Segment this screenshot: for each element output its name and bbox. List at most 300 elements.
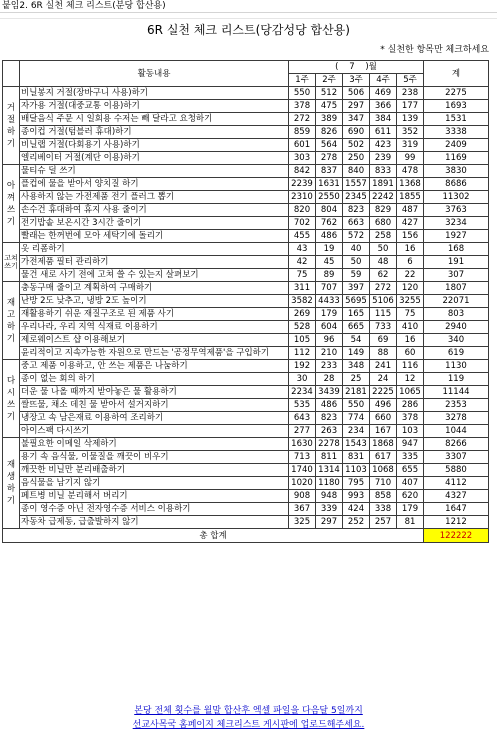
week-4-cell[interactable]: 115: [370, 308, 397, 321]
week-5-cell[interactable]: 1855: [397, 191, 424, 204]
week-1-cell[interactable]: 820: [289, 204, 316, 217]
week-1-cell[interactable]: 192: [289, 360, 316, 373]
footnote-line-1: 본당 전체 횟수를 월말 합산후 엑셀 파일을 다음달 5일까지: [134, 706, 363, 716]
week-3-cell[interactable]: 550: [343, 399, 370, 412]
week-4-cell[interactable]: 338: [370, 503, 397, 516]
week-1-cell[interactable]: 1740: [289, 464, 316, 477]
row-total-cell[interactable]: 1647: [424, 503, 489, 516]
activity-cell[interactable]: 가전제품 필터 관리하기: [20, 256, 289, 269]
week-2-cell[interactable]: 804: [316, 204, 343, 217]
row-total-cell[interactable]: 22071: [424, 295, 489, 308]
grand-total-value[interactable]: 122222: [424, 529, 489, 543]
row-total-cell[interactable]: 619: [424, 347, 489, 360]
week-5-cell[interactable]: 3255: [397, 295, 424, 308]
header-week-2: 2주: [316, 74, 343, 87]
week-2-cell[interactable]: 96: [316, 334, 343, 347]
week-1-cell[interactable]: 643: [289, 412, 316, 425]
row-total-cell[interactable]: 1169: [424, 152, 489, 165]
row-total-cell[interactable]: 1212: [424, 516, 489, 529]
week-1-cell[interactable]: 367: [289, 503, 316, 516]
activity-cell[interactable]: 전기밥솥 보온시간 3시간 줄이기: [20, 217, 289, 230]
activity-cell[interactable]: 재활용하기 쉬운 재질구조로 된 제품 사기: [20, 308, 289, 321]
header-week-5: 5주: [397, 74, 424, 87]
activity-cell[interactable]: 음식물을 남기지 않기: [20, 477, 289, 490]
week-1-cell[interactable]: 325: [289, 516, 316, 529]
row-total-cell[interactable]: 11144: [424, 386, 489, 399]
table-row: [3, 347, 489, 360]
week-2-cell[interactable]: 486: [316, 399, 343, 412]
week-1-cell[interactable]: 42: [289, 256, 316, 269]
row-total-cell[interactable]: 168: [424, 243, 489, 256]
activity-cell[interactable]: 불필요한 이메일 삭제하기: [20, 438, 289, 451]
week-5-cell[interactable]: 12: [397, 373, 424, 386]
week-4-cell[interactable]: 833: [370, 165, 397, 178]
table-row: [3, 334, 489, 347]
activity-cell[interactable]: 종이 영수증 아닌 전자영수증 서비스 이용하기: [20, 503, 289, 516]
activity-cell[interactable]: 난방 2도 낮추고, 냉방 2도 높이기: [20, 295, 289, 308]
week-3-cell[interactable]: 572: [343, 230, 370, 243]
week-4-cell[interactable]: 733: [370, 321, 397, 334]
week-5-cell[interactable]: 620: [397, 490, 424, 503]
week-5-cell[interactable]: 16: [397, 334, 424, 347]
week-2-cell[interactable]: 762: [316, 217, 343, 230]
table-row: [3, 165, 489, 178]
header-category-cell: [3, 61, 20, 87]
table-row: [3, 321, 489, 334]
category-label[interactable]: 다시쓰기: [3, 360, 20, 438]
week-5-cell[interactable]: 75: [397, 308, 424, 321]
row-total-cell[interactable]: 340: [424, 334, 489, 347]
spreadsheet-top-cell[interactable]: 붙임2. 6R 실천 체크 리스트(분당 합산용): [0, 0, 497, 13]
week-1-cell[interactable]: 535: [289, 399, 316, 412]
activity-cell[interactable]: 물티슈 덜 쓰기: [20, 165, 289, 178]
row-total-cell[interactable]: 1130: [424, 360, 489, 373]
week-4-cell[interactable]: 241: [370, 360, 397, 373]
week-1-cell[interactable]: 550: [289, 87, 316, 100]
week-5-cell[interactable]: 947: [397, 438, 424, 451]
week-3-cell[interactable]: 502: [343, 139, 370, 152]
week-1-cell[interactable]: 3582: [289, 295, 316, 308]
activity-cell[interactable]: 자가용 거절(대중교통 이용)하기: [20, 100, 289, 113]
week-5-cell[interactable]: 6: [397, 256, 424, 269]
category-label[interactable]: 거절하기: [3, 87, 20, 165]
week-2-cell[interactable]: 210: [316, 347, 343, 360]
header-week-4: 4주: [370, 74, 397, 87]
week-2-cell[interactable]: 389: [316, 113, 343, 126]
activity-cell[interactable]: 더운 물 나올 때까지 받아놓은 물 활용하기: [20, 386, 289, 399]
week-5-cell[interactable]: 139: [397, 113, 424, 126]
week-3-cell[interactable]: 2345: [343, 191, 370, 204]
table-row: [3, 217, 489, 230]
week-4-cell[interactable]: 167: [370, 425, 397, 438]
week-4-cell[interactable]: 257: [370, 516, 397, 529]
activity-cell[interactable]: 옷 리폼하기: [20, 243, 289, 256]
week-5-cell[interactable]: 286: [397, 399, 424, 412]
footnote: [0, 704, 497, 732]
week-2-cell[interactable]: 339: [316, 503, 343, 516]
week-3-cell[interactable]: 348: [343, 360, 370, 373]
week-4-cell[interactable]: 1868: [370, 438, 397, 451]
row-total-cell[interactable]: 2940: [424, 321, 489, 334]
week-2-cell[interactable]: 1631: [316, 178, 343, 191]
week-4-cell[interactable]: 258: [370, 230, 397, 243]
table-row: [3, 373, 489, 386]
week-3-cell[interactable]: 1557: [343, 178, 370, 191]
row-total-cell[interactable]: 1927: [424, 230, 489, 243]
week-1-cell[interactable]: 842: [289, 165, 316, 178]
week-2-cell[interactable]: 45: [316, 256, 343, 269]
week-2-cell[interactable]: 3439: [316, 386, 343, 399]
table-row: [3, 256, 489, 269]
table-row: [3, 477, 489, 490]
week-3-cell[interactable]: 506: [343, 87, 370, 100]
week-2-cell[interactable]: 2550: [316, 191, 343, 204]
header-activity: 활동내용: [20, 61, 289, 87]
table-row: [3, 204, 489, 217]
table-row: [3, 360, 489, 373]
table-row: [3, 100, 489, 113]
week-4-cell[interactable]: 680: [370, 217, 397, 230]
week-4-cell[interactable]: 829: [370, 204, 397, 217]
week-3-cell[interactable]: 840: [343, 165, 370, 178]
activity-cell[interactable]: 종이컵 거절(텀블러 휴대)하기: [20, 126, 289, 139]
week-4-cell[interactable]: 496: [370, 399, 397, 412]
week-3-cell[interactable]: 54: [343, 334, 370, 347]
week-2-cell[interactable]: 2278: [316, 438, 343, 451]
week-1-cell[interactable]: 272: [289, 113, 316, 126]
week-4-cell[interactable]: 2225: [370, 386, 397, 399]
week-4-cell[interactable]: 366: [370, 100, 397, 113]
activity-cell[interactable]: 손수건 휴대하여 휴지 사용 줄이기: [20, 204, 289, 217]
week-2-cell[interactable]: 179: [316, 308, 343, 321]
week-3-cell[interactable]: 5695: [343, 295, 370, 308]
week-4-cell[interactable]: 62: [370, 269, 397, 282]
week-2-cell[interactable]: 707: [316, 282, 343, 295]
week-5-cell[interactable]: 1368: [397, 178, 424, 191]
week-2-cell[interactable]: 28: [316, 373, 343, 386]
week-2-cell[interactable]: 811: [316, 451, 343, 464]
category-label[interactable]: 아껴쓰기: [3, 165, 20, 243]
week-3-cell[interactable]: 2181: [343, 386, 370, 399]
week-1-cell[interactable]: 908: [289, 490, 316, 503]
row-total-cell[interactable]: 1807: [424, 282, 489, 295]
row-total-cell[interactable]: 307: [424, 269, 489, 282]
week-2-cell[interactable]: 837: [316, 165, 343, 178]
row-total-cell[interactable]: 191: [424, 256, 489, 269]
week-1-cell[interactable]: 601: [289, 139, 316, 152]
week-5-cell[interactable]: 655: [397, 464, 424, 477]
table-row: [3, 113, 489, 126]
week-5-cell[interactable]: 487: [397, 204, 424, 217]
week-2-cell[interactable]: 512: [316, 87, 343, 100]
instruction-note: * 실천한 항목만 체크하세요: [380, 45, 489, 55]
table-row: [3, 308, 489, 321]
week-4-cell[interactable]: 617: [370, 451, 397, 464]
week-4-cell[interactable]: 48: [370, 256, 397, 269]
week-5-cell[interactable]: 352: [397, 126, 424, 139]
week-1-cell[interactable]: 859: [289, 126, 316, 139]
week-5-cell[interactable]: 1065: [397, 386, 424, 399]
activity-cell[interactable]: 배달음식 주문 시 일회용 수저는 빼 달라고 요청하기: [20, 113, 289, 126]
table-row: [3, 178, 489, 191]
week-3-cell[interactable]: 993: [343, 490, 370, 503]
week-4-cell[interactable]: 1891: [370, 178, 397, 191]
table-row: [3, 152, 489, 165]
week-3-cell[interactable]: 831: [343, 451, 370, 464]
week-4-cell[interactable]: 710: [370, 477, 397, 490]
table-row: [3, 490, 489, 503]
week-1-cell[interactable]: 2310: [289, 191, 316, 204]
week-4-cell[interactable]: 24: [370, 373, 397, 386]
week-5-cell[interactable]: 478: [397, 165, 424, 178]
week-2-cell[interactable]: 826: [316, 126, 343, 139]
row-total-cell[interactable]: 119: [424, 373, 489, 386]
footnote-line-2: 선교사목국 홈페이지 체크리스트 게시판에 업로드해주세요.: [132, 720, 365, 730]
week-4-cell[interactable]: 239: [370, 152, 397, 165]
week-5-cell[interactable]: 179: [397, 503, 424, 516]
week-3-cell[interactable]: 59: [343, 269, 370, 282]
category-label[interactable]: 재생하기: [3, 438, 20, 529]
week-4-cell[interactable]: 5106: [370, 295, 397, 308]
table-row: [3, 516, 489, 529]
table-row: [3, 87, 489, 100]
table-row: [3, 451, 489, 464]
table-row: [3, 139, 489, 152]
week-1-cell[interactable]: 277: [289, 425, 316, 438]
week-5-cell[interactable]: 99: [397, 152, 424, 165]
activity-cell[interactable]: 비닐랩 거절(다회용기 사용)하기: [20, 139, 289, 152]
table-row: [3, 464, 489, 477]
week-2-cell[interactable]: 486: [316, 230, 343, 243]
week-4-cell[interactable]: 469: [370, 87, 397, 100]
week-3-cell[interactable]: 1543: [343, 438, 370, 451]
table-row: [3, 191, 489, 204]
week-1-cell[interactable]: 1630: [289, 438, 316, 451]
category-label[interactable]: 재고하기: [3, 282, 20, 360]
week-1-cell[interactable]: 1020: [289, 477, 316, 490]
week-5-cell[interactable]: 22: [397, 269, 424, 282]
week-3-cell[interactable]: 25: [343, 373, 370, 386]
table-row: [3, 399, 489, 412]
activity-cell[interactable]: 윤리적이고 지속가능한 자원으로 만드는 '공정무역제품'을 구입하기: [20, 347, 289, 360]
week-1-cell[interactable]: 2239: [289, 178, 316, 191]
week-4-cell[interactable]: 69: [370, 334, 397, 347]
week-5-cell[interactable]: 410: [397, 321, 424, 334]
week-1-cell[interactable]: 2234: [289, 386, 316, 399]
activity-cell[interactable]: 플컵에 물을 받아서 양치질 하기: [20, 178, 289, 191]
row-total-cell[interactable]: 2275: [424, 87, 489, 100]
checklist-body: [3, 87, 489, 529]
table-row: [3, 126, 489, 139]
header-week-3: 3주: [343, 74, 370, 87]
week-1-cell[interactable]: 105: [289, 334, 316, 347]
week-3-cell[interactable]: 165: [343, 308, 370, 321]
row-total-cell[interactable]: 2409: [424, 139, 489, 152]
week-1-cell[interactable]: 43: [289, 243, 316, 256]
week-2-cell[interactable]: 564: [316, 139, 343, 152]
row-total-cell[interactable]: 1693: [424, 100, 489, 113]
week-3-cell[interactable]: 823: [343, 204, 370, 217]
week-4-cell[interactable]: 272: [370, 282, 397, 295]
table-row: [3, 386, 489, 399]
page-title: 6R 실천 체크 리스트(당감성당 합산용): [147, 23, 350, 37]
week-2-cell[interactable]: 604: [316, 321, 343, 334]
activity-cell[interactable]: 아이스팩 다시쓰기: [20, 425, 289, 438]
week-3-cell[interactable]: 234: [343, 425, 370, 438]
week-2-cell[interactable]: 263: [316, 425, 343, 438]
week-3-cell[interactable]: 774: [343, 412, 370, 425]
week-5-cell[interactable]: 156: [397, 230, 424, 243]
week-5-cell[interactable]: 60: [397, 347, 424, 360]
week-3-cell[interactable]: 665: [343, 321, 370, 334]
activity-cell[interactable]: 용기 속 음식물, 이물질을 깨끗이 비우기: [20, 451, 289, 464]
row-total-cell[interactable]: 803: [424, 308, 489, 321]
activity-cell[interactable]: 제로웨이스트 샵 이용해보기: [20, 334, 289, 347]
week-1-cell[interactable]: 30: [289, 373, 316, 386]
week-2-cell[interactable]: 948: [316, 490, 343, 503]
week-2-cell[interactable]: 1180: [316, 477, 343, 490]
week-1-cell[interactable]: 455: [289, 230, 316, 243]
activity-cell[interactable]: 우리나라, 우리 지역 식재료 이용하기: [20, 321, 289, 334]
row-total-cell[interactable]: 3830: [424, 165, 489, 178]
row-total-cell[interactable]: 3338: [424, 126, 489, 139]
week-5-cell[interactable]: 16: [397, 243, 424, 256]
row-total-cell[interactable]: 4327: [424, 490, 489, 503]
row-total-cell[interactable]: 3307: [424, 451, 489, 464]
week-2-cell[interactable]: 89: [316, 269, 343, 282]
activity-cell[interactable]: 사용하지 않는 가전제품 전기 플러그 뽑기: [20, 191, 289, 204]
week-1-cell[interactable]: 702: [289, 217, 316, 230]
row-total-cell[interactable]: 1044: [424, 425, 489, 438]
week-3-cell[interactable]: 663: [343, 217, 370, 230]
row-total-cell[interactable]: 3234: [424, 217, 489, 230]
week-4-cell[interactable]: 423: [370, 139, 397, 152]
week-1-cell[interactable]: 269: [289, 308, 316, 321]
week-1-cell[interactable]: 311: [289, 282, 316, 295]
week-4-cell[interactable]: 611: [370, 126, 397, 139]
week-3-cell[interactable]: 250: [343, 152, 370, 165]
week-3-cell[interactable]: 297: [343, 100, 370, 113]
table-row: [3, 412, 489, 425]
week-5-cell[interactable]: 335: [397, 451, 424, 464]
row-total-cell[interactable]: 1531: [424, 113, 489, 126]
row-total-cell[interactable]: 3763: [424, 204, 489, 217]
activity-cell[interactable]: 충동구매 줄이고 계획하여 구매하기: [20, 282, 289, 295]
week-4-cell[interactable]: 88: [370, 347, 397, 360]
week-5-cell[interactable]: 116: [397, 360, 424, 373]
week-2-cell[interactable]: 1314: [316, 464, 343, 477]
activity-cell[interactable]: 중고 제품 이용하고, 안 쓰는 제품은 나눔하기: [20, 360, 289, 373]
grid-line: [0, 18, 497, 19]
activity-cell[interactable]: 물건 새로 사기 전에 고쳐 쓸 수 있는지 살펴보기: [20, 269, 289, 282]
table-row: [3, 438, 489, 451]
activity-cell[interactable]: 쌀뜨물, 채소 데친 물 받아서 설거지하기: [20, 399, 289, 412]
header-total: 계: [424, 61, 489, 87]
week-1-cell[interactable]: 713: [289, 451, 316, 464]
week-5-cell[interactable]: 319: [397, 139, 424, 152]
week-4-cell[interactable]: 1068: [370, 464, 397, 477]
row-total-cell[interactable]: 3278: [424, 412, 489, 425]
header-month-close: )월: [365, 62, 377, 72]
week-3-cell[interactable]: 50: [343, 256, 370, 269]
activity-cell[interactable]: 종이 없는 회의 하기: [20, 373, 289, 386]
week-3-cell[interactable]: 149: [343, 347, 370, 360]
table-row: [3, 269, 489, 282]
grand-total-row: [3, 529, 489, 543]
week-3-cell[interactable]: 795: [343, 477, 370, 490]
week-3-cell[interactable]: 397: [343, 282, 370, 295]
week-5-cell[interactable]: 103: [397, 425, 424, 438]
grand-total-label[interactable]: 총 합계: [3, 529, 424, 543]
week-5-cell[interactable]: 81: [397, 516, 424, 529]
week-1-cell[interactable]: 528: [289, 321, 316, 334]
header-month-value: 7: [349, 62, 355, 72]
week-4-cell[interactable]: 858: [370, 490, 397, 503]
week-3-cell[interactable]: 1103: [343, 464, 370, 477]
week-5-cell[interactable]: 120: [397, 282, 424, 295]
week-3-cell[interactable]: 40: [343, 243, 370, 256]
activity-cell[interactable]: 비닐봉지 거절(장바구니 사용)하기: [20, 87, 289, 100]
table-row: [3, 243, 489, 256]
row-total-cell[interactable]: 11302: [424, 191, 489, 204]
week-3-cell[interactable]: 347: [343, 113, 370, 126]
header-week-1: 1주: [289, 74, 316, 87]
header-month-open: (: [335, 62, 339, 72]
week-1-cell[interactable]: 378: [289, 100, 316, 113]
week-4-cell[interactable]: 2242: [370, 191, 397, 204]
row-total-cell[interactable]: 2353: [424, 399, 489, 412]
week-1-cell[interactable]: 75: [289, 269, 316, 282]
table-row: [3, 230, 489, 243]
checklist-table: [2, 60, 489, 543]
header-month: [289, 61, 424, 74]
activity-cell[interactable]: 냉장고 속 남은재료 이용하여 조리하기: [20, 412, 289, 425]
week-2-cell[interactable]: 297: [316, 516, 343, 529]
week-3-cell[interactable]: 690: [343, 126, 370, 139]
activity-cell[interactable]: 깨끗한 비닐만 분리배출하기: [20, 464, 289, 477]
category-label[interactable]: 고쳐쓰기: [3, 243, 20, 282]
row-total-cell[interactable]: 5880: [424, 464, 489, 477]
week-3-cell[interactable]: 252: [343, 516, 370, 529]
week-2-cell[interactable]: 19: [316, 243, 343, 256]
week-5-cell[interactable]: 427: [397, 217, 424, 230]
week-2-cell[interactable]: 233: [316, 360, 343, 373]
row-total-cell[interactable]: 4112: [424, 477, 489, 490]
activity-cell[interactable]: 페트병 비닐 분리해서 버리기: [20, 490, 289, 503]
table-row: [3, 503, 489, 516]
week-2-cell[interactable]: 823: [316, 412, 343, 425]
week-2-cell[interactable]: 278: [316, 152, 343, 165]
week-4-cell[interactable]: 50: [370, 243, 397, 256]
table-row: [3, 295, 489, 308]
week-2-cell[interactable]: 4433: [316, 295, 343, 308]
week-5-cell[interactable]: 407: [397, 477, 424, 490]
activity-cell[interactable]: 빨래는 한꺼번에 모아 세탁기에 돌리기: [20, 230, 289, 243]
week-4-cell[interactable]: 384: [370, 113, 397, 126]
week-5-cell[interactable]: 177: [397, 100, 424, 113]
week-2-cell[interactable]: 475: [316, 100, 343, 113]
row-total-cell[interactable]: 8686: [424, 178, 489, 191]
week-1-cell[interactable]: 112: [289, 347, 316, 360]
week-1-cell[interactable]: 303: [289, 152, 316, 165]
activity-cell[interactable]: 자동차 급제동, 급출발하지 않기: [20, 516, 289, 529]
week-5-cell[interactable]: 378: [397, 412, 424, 425]
week-4-cell[interactable]: 660: [370, 412, 397, 425]
row-total-cell[interactable]: 8266: [424, 438, 489, 451]
week-5-cell[interactable]: 238: [397, 87, 424, 100]
activity-cell[interactable]: 엘리베이터 거절(계단 이용)하기: [20, 152, 289, 165]
week-3-cell[interactable]: 424: [343, 503, 370, 516]
